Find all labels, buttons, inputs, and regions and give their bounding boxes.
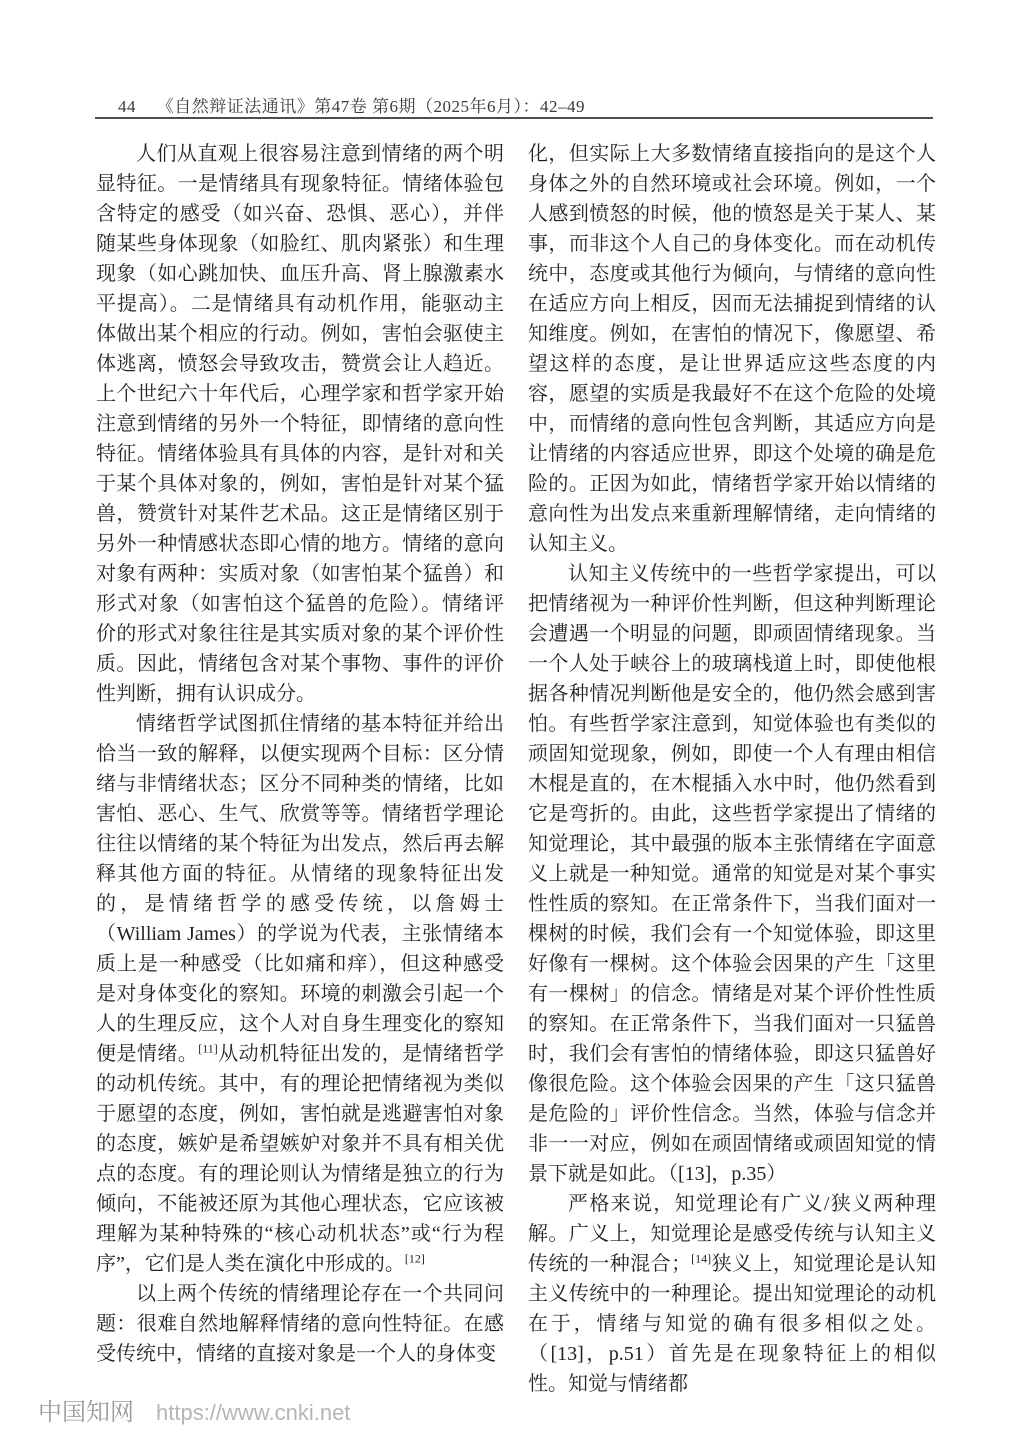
page-number: 44 (118, 97, 136, 116)
text-run: 情绪哲学试图抓住情绪的基本特征并给出恰当一致的解释，以便实现两个目标：区分情绪与非情绪状态；区分不同种类的情绪，比如害怕、恶心、生气、欣赏等等。情绪哲学理论往往以情绪的某个特征为出发点，然后再去解释其他方面的特征。从情绪的现象特征出发的，是情绪哲学的感受传统，以詹姆士（William James）的学说为代表，主张情绪本质上是一种感受（比如痛和痒），但这种感受是对身体变化的察知。环境的刺激会引起一个人的生理反应，这个人对自身生理变化的察知便是情绪。 (96, 713, 504, 1065)
text-run: 从动机特征出发的，是情绪哲学的动机传统。其中，有的理论把情绪视为类似于愿望的态度，例如，害怕就是逃避害怕对象的态度，嫉妒是希望嫉妒对象并不具有相关优点的态度。有的理论则认为情绪是独立的行为倾向，不能被还原为其他心理状态，它应该被理解为某种特殊的“核心动机状态”或“行为程序”，它们是人类在演化中形成的。 (96, 1043, 505, 1275)
page-footer (38, 1392, 350, 1427)
paragraph (96, 709, 504, 1279)
paragraph (528, 1189, 936, 1399)
paragraph (528, 559, 936, 1189)
right-text-column (528, 139, 936, 1399)
left-text-column (96, 139, 504, 1369)
citation-superscript: [12] (404, 1251, 425, 1266)
citation-superscript: [14] (691, 1251, 712, 1266)
text-run: 化，但实际上大多数情绪直接指向的是这个人身体之外的自然环境或社会环境。例如，一个人感到愤怒的时候，他的愤怒是关于某人、某事，而非这个人自己的身体变化。而在动机传统中，态度或其他行为倾向，与情绪的意向性在适应方向上相反，因而无法捕捉到情绪的认知维度。例如，在害怕的情况下，像愿望、希望这样的态度，是让世界适应这些态度的内容，愿望的实质是我最好不在这个危险的处境中，而情绪的意向性包含判断，其适应方向是让情绪的内容适应世界，即这个处境的确是危险的。正因为如此，情绪哲学家开始以情绪的意向性为出发点来重新理解情绪，走向情绪的认知主义。 (528, 143, 936, 555)
text-run: 人们从直观上很容易注意到情绪的两个明显特征。一是情绪具有现象特征。情绪体验包含特定的感受（如兴奋、恐惧、恶心），并伴随某些身体现象（如脸红、肌肉紧张）和生理现象（如心跳加快、血压升高、肾上腺激素水平提高）。二是情绪具有动机作用，能驱动主体做出某个相应的行动。例如，害怕会驱使主体逃离，愤怒会导致攻击，赞赏会让人趋近。上个世纪六十年代后，心理学家和哲学家开始注意到情绪的另外一个特征，即情绪的意向性特征。情绪体验具有具体的内容，是针对和关于某个具体对象的，例如，害怕是针对某个猛兽，赞赏针对某件艺术品。这正是情绪区别于另外一种情感状态即心情的地方。情绪的意向对象有两种：实质对象（如害怕某个猛兽）和形式对象（如害怕这个猛兽的危险）。情绪评价的形式对象往往是其实质对象的某个评价性质。因此，情绪包含对某个事物、事件的评价性判断，拥有认识成分。 (96, 143, 504, 705)
paragraph (96, 1279, 504, 1369)
journal-citation: 《自然辩证法通讯》第47卷 第6期（2025年6月）：42–49 (156, 97, 585, 116)
paragraph (528, 139, 936, 559)
citation-superscript: [11] (198, 1041, 218, 1056)
text-run: 严格来说，知觉理论有广义/狭义两种理解。广义上，知觉理论是感受传统与认知主义传统的一种混合； (528, 1193, 936, 1275)
text-run: 以上两个传统的情绪理论存在一个共同问题：很难自然地解释情绪的意向性特征。在感受传统中，情绪的直接对象是一个人的身体变 (96, 1283, 504, 1365)
text-run: 狭义上，知觉理论是认知主义传统中的一种理论。提出知觉理论的动机在于，情绪与知觉的确有很多相似之处。（[13]，p.51）首先是在现象特征上的相似性。知觉与情绪都 (528, 1253, 937, 1395)
paragraph (96, 139, 504, 709)
cnki-watermark-url: https://www.cnki.net (156, 1400, 351, 1425)
text-run: 认知主义传统中的一些哲学家提出，可以把情绪视为一种评价性判断，但这种判断理论会遭遇一个明显的问题，即顽固情绪现象。当一个人处于峡谷上的玻璃栈道上时，即使他根据各种情况判断他是安全的，他仍然会感到害怕。有些哲学家注意到，知觉体验也有类似的顽固知觉现象，例如，即使一个人有理由相信木棍是直的，在木棍插入水中时，他仍然看到它是弯折的。由此，这些哲学家提出了情绪的知觉理论，其中最强的版本主张情绪在字面意义上就是一种知觉。通常的知觉是对某个事实性性质的察知。在正常条件下，当我们面对一棵树的时候，我们会有一个知觉体验，即这里好像有一棵树。这个体验会因果的产生「这里有一棵树」的信念。情绪是对某个评价性性质的察知。在正常条件下，当我们面对一只猛兽时，我们会有害怕的情绪体验，即这只猛兽好像很危险。这个体验会因果的产生「这只猛兽是危险的」评价性信念。当然，体验与信念并非一一对应，例如在顽固情绪或顽固知觉的情景下就是如此。（[13]，p.35） (528, 563, 936, 1185)
page-header (118, 92, 585, 117)
cnki-watermark-brand: 中国知网 (38, 1399, 134, 1426)
header-rule (95, 117, 933, 119)
